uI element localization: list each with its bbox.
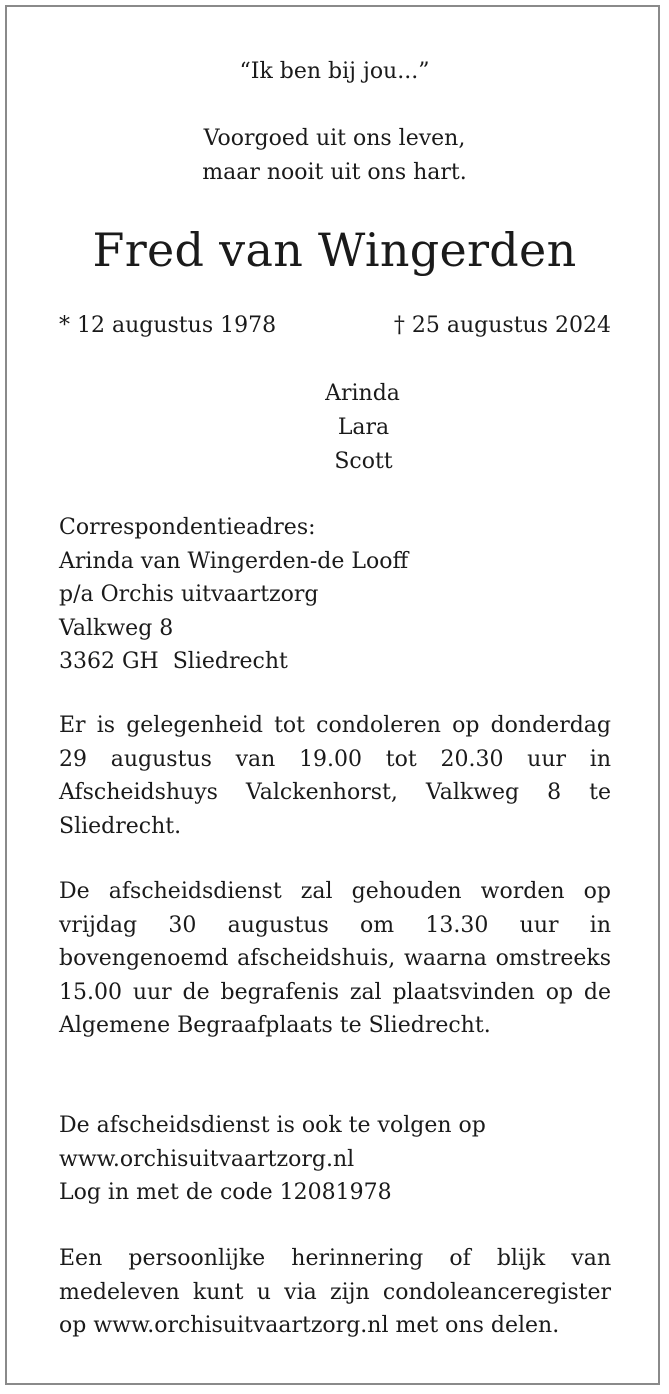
address-city: 3362 GH Sliedrecht [59,649,288,674]
quote: “Ik ben bij jou...” [239,59,430,84]
family-member: Scott [334,449,393,474]
livestream-text: De afscheidsdienst is ook te volgen op [59,1113,486,1138]
condolence-paragraph: Er is gelegenheid tot condoleren op donderdag 29 augustus van 19.00 tot 20.30 uur in Afscheidshuys Valckenhorst, Valkweg 8 te Sliedrecht. [59,713,611,839]
family-member: Lara [337,415,390,440]
motto-line: maar nooit uit ons hart. [202,160,467,185]
death-date: † 25 augustus 2024 [393,313,611,338]
livestream-info [59,1109,611,1210]
family-member: Arinda [325,381,400,406]
correspondence-address [59,511,611,679]
deceased-name: Fred van Wingerden [92,223,577,277]
address-name: Arinda van Wingerden-de Looff [59,548,409,574]
motto [0,122,669,190]
address-heading: Correspondentieadres: [59,515,316,540]
login-code: Log in met de code 12081978 [59,1180,392,1205]
register-paragraph: Een persoonlijke herinnering of blijk van medeleven kunt u via zijn condoleanceregister op www.orchisuitvaartzorg.nl met ons delen. [59,1246,611,1338]
livestream-url[interactable]: www.orchisuitvaartzorg.nl [59,1146,355,1172]
motto-line: Voorgoed uit ons leven, [203,126,466,151]
address-care-of: p/a Orchis uitvaartzorg [59,582,319,607]
address-street: Valkweg 8 [59,615,174,641]
service-paragraph: De afscheidsdienst zal gehouden worden op vrijdag 30 augustus om 13.30 uur in bovengenoemd afscheidshuis, waarna omstreeks 15.00 uur de begrafenis zal plaatsvinden op de Algemene Begraafplaats te Sliedrecht. [59,879,611,1038]
birth-date: * 12 augustus 1978 [59,313,277,338]
family-members [0,377,669,479]
